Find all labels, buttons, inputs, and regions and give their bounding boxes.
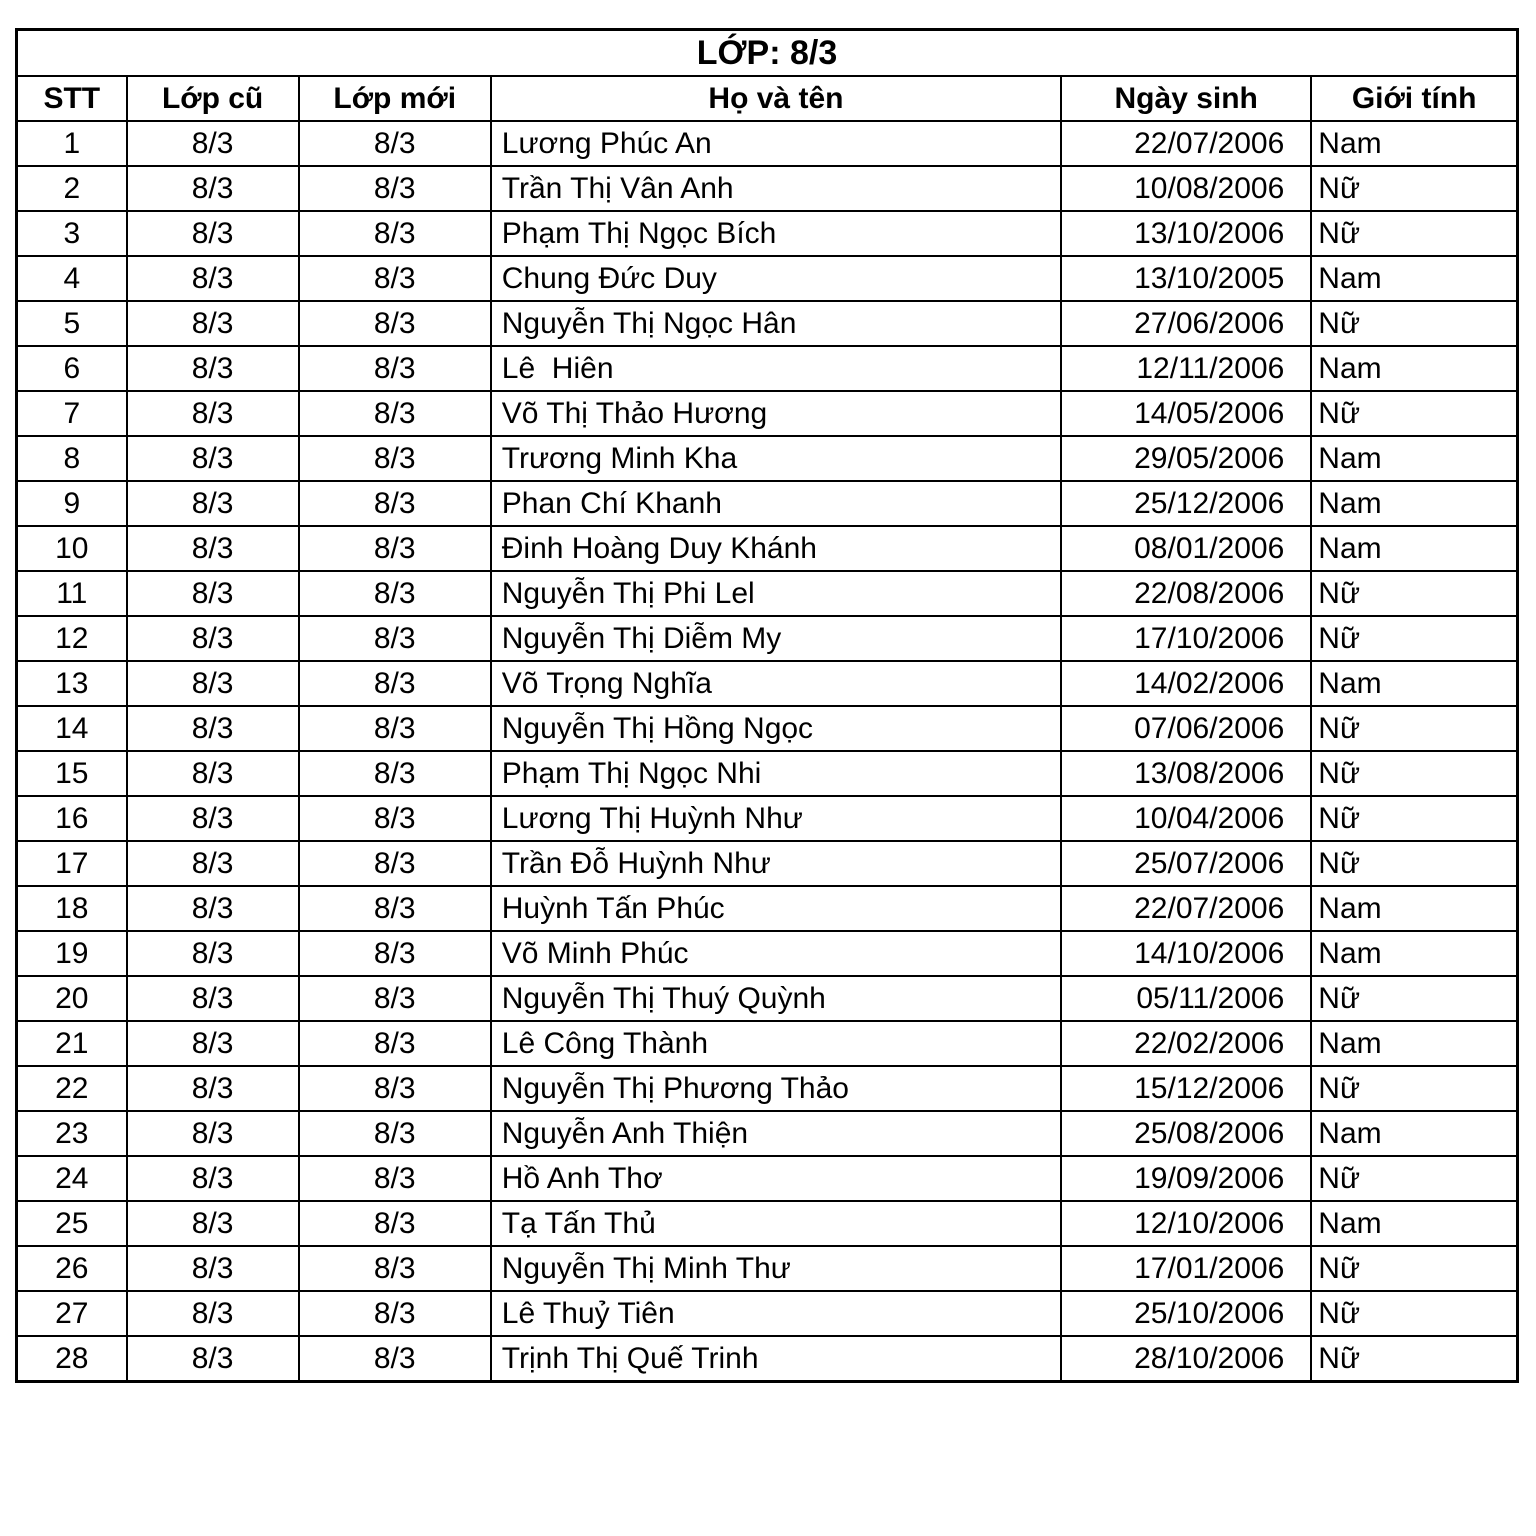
- table-row: [17, 931, 1518, 976]
- table-row: [17, 1156, 1518, 1201]
- new-class-cell: 8/3: [299, 976, 491, 1021]
- student-name-cell: Nguyễn Thị Diễm My: [491, 616, 1061, 661]
- table-row: [17, 661, 1518, 706]
- gender-cell: Nữ: [1311, 706, 1517, 751]
- row-index-cell: 27: [17, 1291, 127, 1336]
- old-class-cell: 8/3: [127, 121, 299, 166]
- old-class-cell: 8/3: [127, 1336, 299, 1382]
- birthdate-cell: 14/02/2006: [1061, 661, 1311, 706]
- birthdate-cell: 14/10/2006: [1061, 931, 1311, 976]
- birthdate-cell: 13/08/2006: [1061, 751, 1311, 796]
- old-class-cell: 8/3: [127, 886, 299, 931]
- table-row: [17, 886, 1518, 931]
- row-index-cell: 17: [17, 841, 127, 886]
- birthdate-cell: 14/05/2006: [1061, 391, 1311, 436]
- table-row: [17, 1246, 1518, 1291]
- table-row: [17, 706, 1518, 751]
- birthdate-cell: 22/07/2006: [1061, 121, 1311, 166]
- gender-cell: Nữ: [1311, 166, 1517, 211]
- gender-cell: Nam: [1311, 256, 1517, 301]
- student-name-cell: Phạm Thị Ngọc Nhi: [491, 751, 1061, 796]
- student-name-cell: Lương Thị Huỳnh Như: [491, 796, 1061, 841]
- row-index-cell: 2: [17, 166, 127, 211]
- new-class-cell: 8/3: [299, 256, 491, 301]
- student-name-cell: Lê Công Thành: [491, 1021, 1061, 1066]
- table-row: [17, 1021, 1518, 1066]
- row-index-cell: 1: [17, 121, 127, 166]
- student-name-cell: Trịnh Thị Quế Trinh: [491, 1336, 1061, 1382]
- old-class-cell: 8/3: [127, 301, 299, 346]
- old-class-cell: 8/3: [127, 346, 299, 391]
- column-header-stt: STT: [17, 76, 127, 121]
- gender-cell: Nữ: [1311, 616, 1517, 661]
- table-row: [17, 616, 1518, 661]
- old-class-cell: 8/3: [127, 256, 299, 301]
- student-name-cell: Võ Thị Thảo Hương: [491, 391, 1061, 436]
- new-class-cell: 8/3: [299, 121, 491, 166]
- new-class-cell: 8/3: [299, 1021, 491, 1066]
- row-index-cell: 4: [17, 256, 127, 301]
- new-class-cell: 8/3: [299, 661, 491, 706]
- old-class-cell: 8/3: [127, 706, 299, 751]
- student-name-cell: Lương Phúc An: [491, 121, 1061, 166]
- gender-cell: Nữ: [1311, 1066, 1517, 1111]
- student-name-cell: Phạm Thị Ngọc Bích: [491, 211, 1061, 256]
- old-class-cell: 8/3: [127, 1111, 299, 1156]
- new-class-cell: 8/3: [299, 1291, 491, 1336]
- row-index-cell: 10: [17, 526, 127, 571]
- gender-cell: Nam: [1311, 1201, 1517, 1246]
- student-name-cell: Lê Thuỷ Tiên: [491, 1291, 1061, 1336]
- new-class-cell: 8/3: [299, 751, 491, 796]
- title-row: [17, 30, 1518, 77]
- gender-cell: Nữ: [1311, 796, 1517, 841]
- old-class-cell: 8/3: [127, 841, 299, 886]
- table-row: [17, 1201, 1518, 1246]
- table-row: [17, 841, 1518, 886]
- birthdate-cell: 25/12/2006: [1061, 481, 1311, 526]
- gender-cell: Nam: [1311, 481, 1517, 526]
- student-name-cell: Hồ Anh Thơ: [491, 1156, 1061, 1201]
- birthdate-cell: 10/08/2006: [1061, 166, 1311, 211]
- birthdate-cell: 17/01/2006: [1061, 1246, 1311, 1291]
- row-index-cell: 5: [17, 301, 127, 346]
- birthdate-cell: 29/05/2006: [1061, 436, 1311, 481]
- new-class-cell: 8/3: [299, 616, 491, 661]
- new-class-cell: 8/3: [299, 391, 491, 436]
- student-name-cell: Nguyễn Thị Thuý Quỳnh: [491, 976, 1061, 1021]
- gender-cell: Nam: [1311, 346, 1517, 391]
- old-class-cell: 8/3: [127, 391, 299, 436]
- table-row: [17, 256, 1518, 301]
- birthdate-cell: 19/09/2006: [1061, 1156, 1311, 1201]
- class-title: LỚP: 8/3: [17, 30, 1518, 77]
- birthdate-cell: 07/06/2006: [1061, 706, 1311, 751]
- student-name-cell: Trương Minh Kha: [491, 436, 1061, 481]
- new-class-cell: 8/3: [299, 1156, 491, 1201]
- gender-cell: Nam: [1311, 1021, 1517, 1066]
- old-class-cell: 8/3: [127, 1066, 299, 1111]
- birthdate-cell: 08/01/2006: [1061, 526, 1311, 571]
- birthdate-cell: 22/07/2006: [1061, 886, 1311, 931]
- new-class-cell: 8/3: [299, 796, 491, 841]
- header-row: [17, 76, 1518, 121]
- student-name-cell: Nguyễn Thị Hồng Ngọc: [491, 706, 1061, 751]
- old-class-cell: 8/3: [127, 481, 299, 526]
- old-class-cell: 8/3: [127, 661, 299, 706]
- old-class-cell: 8/3: [127, 751, 299, 796]
- column-header-gender: Giới tính: [1311, 76, 1517, 121]
- birthdate-cell: 22/02/2006: [1061, 1021, 1311, 1066]
- birthdate-cell: 12/11/2006: [1061, 346, 1311, 391]
- student-name-cell: Chung Đức Duy: [491, 256, 1061, 301]
- table-row: [17, 526, 1518, 571]
- student-name-cell: Nguyễn Thị Phương Thảo: [491, 1066, 1061, 1111]
- row-index-cell: 28: [17, 1336, 127, 1382]
- student-roster-table: [15, 28, 1519, 1383]
- old-class-cell: 8/3: [127, 1201, 299, 1246]
- gender-cell: Nữ: [1311, 751, 1517, 796]
- table-row: [17, 481, 1518, 526]
- new-class-cell: 8/3: [299, 886, 491, 931]
- table-row: [17, 1111, 1518, 1156]
- gender-cell: Nữ: [1311, 1246, 1517, 1291]
- student-name-cell: Nguyễn Thị Minh Thư: [491, 1246, 1061, 1291]
- table-row: [17, 166, 1518, 211]
- student-table-body: [17, 121, 1518, 1382]
- student-name-cell: Nguyễn Thị Ngọc Hân: [491, 301, 1061, 346]
- gender-cell: Nam: [1311, 886, 1517, 931]
- gender-cell: Nữ: [1311, 391, 1517, 436]
- birthdate-cell: 25/10/2006: [1061, 1291, 1311, 1336]
- table-row: [17, 301, 1518, 346]
- table-row: [17, 1291, 1518, 1336]
- old-class-cell: 8/3: [127, 1246, 299, 1291]
- column-header-full-name: Họ và tên: [491, 76, 1061, 121]
- gender-cell: Nữ: [1311, 1336, 1517, 1382]
- row-index-cell: 22: [17, 1066, 127, 1111]
- birthdate-cell: 13/10/2005: [1061, 256, 1311, 301]
- row-index-cell: 7: [17, 391, 127, 436]
- table-row: [17, 796, 1518, 841]
- new-class-cell: 8/3: [299, 301, 491, 346]
- gender-cell: Nam: [1311, 436, 1517, 481]
- student-name-cell: Phan Chí Khanh: [491, 481, 1061, 526]
- gender-cell: Nam: [1311, 1111, 1517, 1156]
- gender-cell: Nam: [1311, 931, 1517, 976]
- new-class-cell: 8/3: [299, 166, 491, 211]
- table-row: [17, 1336, 1518, 1382]
- column-header-birthdate: Ngày sinh: [1061, 76, 1311, 121]
- row-index-cell: 16: [17, 796, 127, 841]
- birthdate-cell: 25/07/2006: [1061, 841, 1311, 886]
- new-class-cell: 8/3: [299, 1066, 491, 1111]
- student-name-cell: Nguyễn Anh Thiện: [491, 1111, 1061, 1156]
- birthdate-cell: 12/10/2006: [1061, 1201, 1311, 1246]
- old-class-cell: 8/3: [127, 616, 299, 661]
- birthdate-cell: 27/06/2006: [1061, 301, 1311, 346]
- row-index-cell: 21: [17, 1021, 127, 1066]
- table-row: [17, 976, 1518, 1021]
- old-class-cell: 8/3: [127, 211, 299, 256]
- student-name-cell: Võ Minh Phúc: [491, 931, 1061, 976]
- table-row: [17, 436, 1518, 481]
- new-class-cell: 8/3: [299, 1111, 491, 1156]
- student-name-cell: Lê Hiên: [491, 346, 1061, 391]
- gender-cell: Nữ: [1311, 841, 1517, 886]
- gender-cell: Nữ: [1311, 211, 1517, 256]
- birthdate-cell: 17/10/2006: [1061, 616, 1311, 661]
- new-class-cell: 8/3: [299, 1201, 491, 1246]
- new-class-cell: 8/3: [299, 841, 491, 886]
- gender-cell: Nữ: [1311, 1291, 1517, 1336]
- birthdate-cell: 05/11/2006: [1061, 976, 1311, 1021]
- gender-cell: Nữ: [1311, 301, 1517, 346]
- row-index-cell: 25: [17, 1201, 127, 1246]
- old-class-cell: 8/3: [127, 976, 299, 1021]
- new-class-cell: 8/3: [299, 211, 491, 256]
- row-index-cell: 14: [17, 706, 127, 751]
- row-index-cell: 3: [17, 211, 127, 256]
- row-index-cell: 23: [17, 1111, 127, 1156]
- student-name-cell: Tạ Tấn Thủ: [491, 1201, 1061, 1246]
- birthdate-cell: 10/04/2006: [1061, 796, 1311, 841]
- old-class-cell: 8/3: [127, 526, 299, 571]
- row-index-cell: 11: [17, 571, 127, 616]
- column-header-new-class: Lớp mới: [299, 76, 491, 121]
- old-class-cell: 8/3: [127, 1021, 299, 1066]
- row-index-cell: 26: [17, 1246, 127, 1291]
- new-class-cell: 8/3: [299, 706, 491, 751]
- row-index-cell: 24: [17, 1156, 127, 1201]
- row-index-cell: 15: [17, 751, 127, 796]
- table-row: [17, 346, 1518, 391]
- row-index-cell: 19: [17, 931, 127, 976]
- new-class-cell: 8/3: [299, 1336, 491, 1382]
- birthdate-cell: 22/08/2006: [1061, 571, 1311, 616]
- old-class-cell: 8/3: [127, 166, 299, 211]
- gender-cell: Nam: [1311, 661, 1517, 706]
- row-index-cell: 12: [17, 616, 127, 661]
- gender-cell: Nữ: [1311, 1156, 1517, 1201]
- old-class-cell: 8/3: [127, 571, 299, 616]
- new-class-cell: 8/3: [299, 931, 491, 976]
- birthdate-cell: 15/12/2006: [1061, 1066, 1311, 1111]
- new-class-cell: 8/3: [299, 346, 491, 391]
- student-name-cell: Trần Thị Vân Anh: [491, 166, 1061, 211]
- birthdate-cell: 25/08/2006: [1061, 1111, 1311, 1156]
- student-name-cell: Võ Trọng Nghĩa: [491, 661, 1061, 706]
- row-index-cell: 18: [17, 886, 127, 931]
- row-index-cell: 13: [17, 661, 127, 706]
- birthdate-cell: 28/10/2006: [1061, 1336, 1311, 1382]
- new-class-cell: 8/3: [299, 1246, 491, 1291]
- student-name-cell: Huỳnh Tấn Phúc: [491, 886, 1061, 931]
- old-class-cell: 8/3: [127, 1156, 299, 1201]
- table-row: [17, 751, 1518, 796]
- table-row: [17, 211, 1518, 256]
- table-row: [17, 571, 1518, 616]
- old-class-cell: 8/3: [127, 436, 299, 481]
- student-name-cell: Nguyễn Thị Phi Lel: [491, 571, 1061, 616]
- birthdate-cell: 13/10/2006: [1061, 211, 1311, 256]
- row-index-cell: 9: [17, 481, 127, 526]
- row-index-cell: 20: [17, 976, 127, 1021]
- table-row: [17, 1066, 1518, 1111]
- gender-cell: Nữ: [1311, 571, 1517, 616]
- new-class-cell: 8/3: [299, 571, 491, 616]
- old-class-cell: 8/3: [127, 931, 299, 976]
- new-class-cell: 8/3: [299, 436, 491, 481]
- row-index-cell: 8: [17, 436, 127, 481]
- gender-cell: Nam: [1311, 121, 1517, 166]
- gender-cell: Nam: [1311, 526, 1517, 571]
- new-class-cell: 8/3: [299, 526, 491, 571]
- old-class-cell: 8/3: [127, 796, 299, 841]
- old-class-cell: 8/3: [127, 1291, 299, 1336]
- student-name-cell: Trần Đỗ Huỳnh Như: [491, 841, 1061, 886]
- table-row: [17, 391, 1518, 436]
- table-row: [17, 121, 1518, 166]
- row-index-cell: 6: [17, 346, 127, 391]
- student-name-cell: Đinh Hoàng Duy Khánh: [491, 526, 1061, 571]
- column-header-old-class: Lớp cũ: [127, 76, 299, 121]
- gender-cell: Nữ: [1311, 976, 1517, 1021]
- new-class-cell: 8/3: [299, 481, 491, 526]
